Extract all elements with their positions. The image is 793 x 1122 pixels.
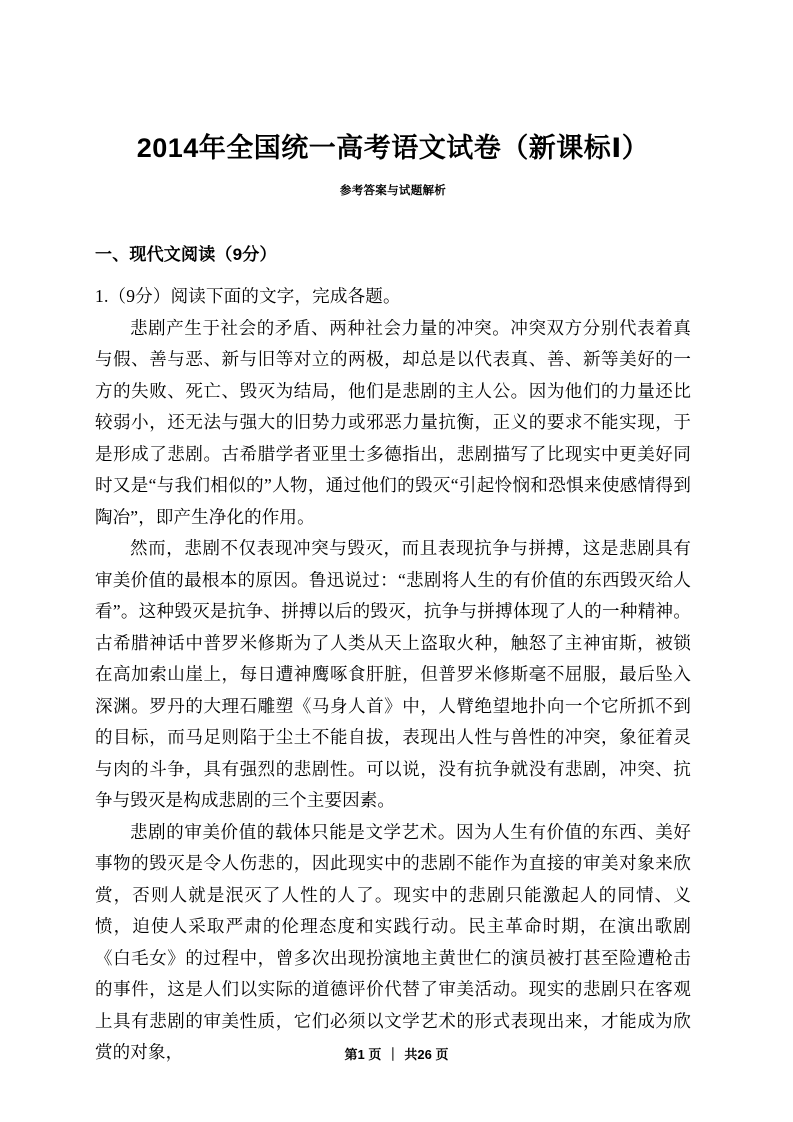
question-stem: 1.（9分）阅读下面的文字，完成各题。 (95, 286, 401, 307)
section-heading: 一、现代文阅读（9分） (95, 245, 277, 265)
page-content (95, 0, 691, 1069)
passage-paragraph: 然而，悲剧不仅表现冲突与毁灭，而且表现抗争与拼搏，这是悲剧具有审美价值的最根本的原因。鲁迅说过：“悲剧将人生的有价值的东西毁灭给人看”。这种毁灭是抗争、拼搏以后的毁灭，抗争与拼搏体现了人的一种精神。古希腊神话中普罗米修斯为了人类从天上盗取火种，触怒了主神宙斯，被锁在高加索山崖上，每日遭神鹰啄食肝脏，但普罗米修斯毫不屈服，最后坠入深渊。罗丹的大理石雕塑《马身人首》中，人臂绝望地扑向一个它所抓不到的目标，而马足则陷于尘土不能自拔，表现出人性与兽性的冲突，象征着灵与肉的斗争，具有强烈的悲剧性。可以说，没有抗争就没有悲剧，冲突、抗争与毁灭是构成悲剧的三个主要因素。 (95, 538, 691, 811)
page-footer (0, 1046, 793, 1064)
page-title: 2014年全国统一高考语文试卷（新课标Ⅰ） (136, 133, 650, 163)
footer-current-page: 第1 页 (344, 1047, 382, 1062)
page-subtitle: 参考答案与试题解析 (339, 185, 447, 198)
footer-separator: ｜ (386, 1047, 400, 1062)
footer-total-pages: 共26 页 (404, 1047, 449, 1062)
passage-paragraph: 悲剧的审美价值的载体只能是文学艺术。因为人生有价值的东西、美好事物的毁灭是令人伤悲的，因此现实中的悲剧不能作为直接的审美对象来欣赏，否则人就是泯灭了人性的人了。现实中的悲剧只能激起人的同情、义愤，迫使人采取严肃的伦理态度和实践行动。民主革命时期，在演出歌剧《白毛女》的过程中，曾多次出现扮演地主黄世仁的演员被打甚至险遭枪击的事件，这是人们以实际的道德评价代替了审美活动。现实的悲剧只在客观上具有悲剧的审美性质，它们必须以文学艺术的形式表现出来，才能成为欣赏的对象， (95, 821, 691, 1063)
reading-passage (95, 313, 691, 1069)
passage-paragraph: 悲剧产生于社会的矛盾、两种社会力量的冲突。冲突双方分别代表着真与假、善与恶、新与旧等对立的两极，却总是以代表真、善、新等美好的一方的失败、死亡、毁灭为结局，他们是悲剧的主人公。因为他们的力量还比较弱小，还无法与强大的旧势力或邪恶力量抗衡，正义的要求不能实现，于是形成了悲剧。古希腊学者亚里士多德指出，悲剧描写了比现实中更美好同时又是“与我们相似的”人物，通过他们的毁灭“引起怜悯和恐惧来使感情得到陶冶”，即产生净化的作用。 (95, 317, 691, 527)
